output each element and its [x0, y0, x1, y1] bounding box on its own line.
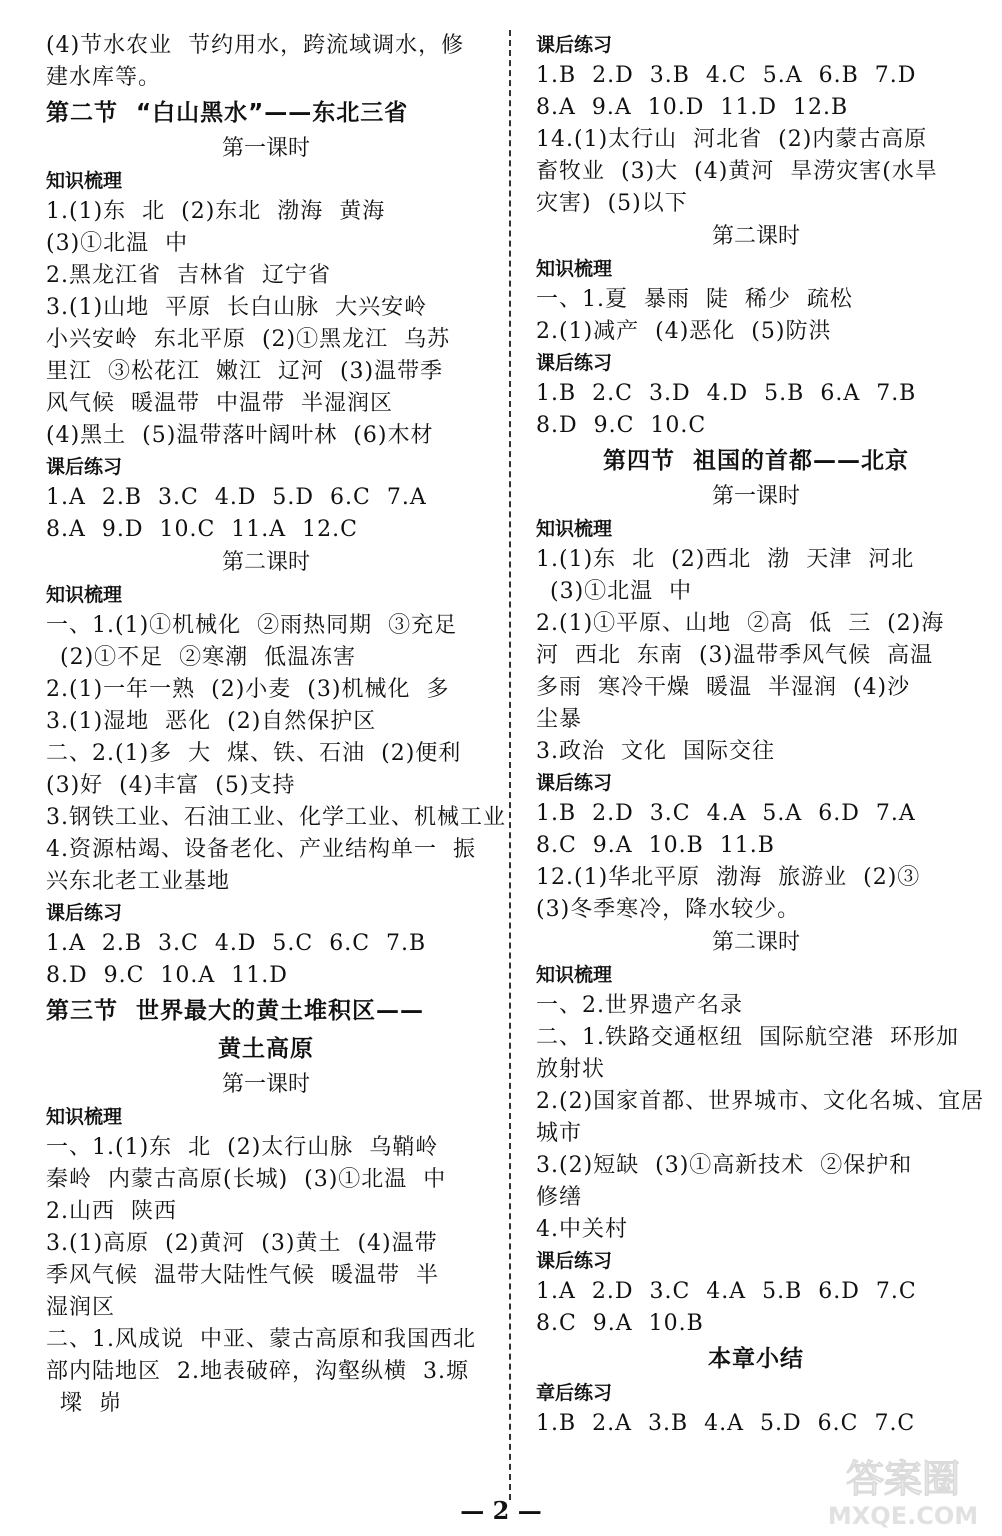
lesson-title: 第二课时 [711, 930, 800, 955]
answer-line: (2)①不足 ②寒潮 低温冻害 [60, 645, 357, 670]
answer-line: 多雨 寒冷干燥 暖温 半湿润 (4)沙 [536, 675, 911, 700]
answer-line: 2.黑龙江省 吉林省 辽宁省 [46, 263, 331, 288]
answer-line: (3)好 (4)丰富 (5)支持 [46, 773, 296, 798]
subsection-label: 课后练习 [46, 456, 123, 478]
answer-line: 二、1.铁路交通枢纽 国际航空港 环形加 [536, 1025, 959, 1050]
answer-line: 8.A 9.A 10.D 11.D 12.B [536, 95, 849, 120]
answer-line: 8.D 9.C 10.C [536, 413, 707, 438]
answer-line: 里江 ③松花江 嫩江 辽河 (3)温带季 [46, 359, 444, 384]
answer-line: 12.(1)华北平原 渤海 旅游业 (2)③ [536, 865, 921, 890]
lesson-title: 第一课时 [221, 1072, 310, 1097]
lesson-title: 第二课时 [221, 550, 310, 575]
subsection-label: 课后练习 [536, 1250, 613, 1272]
lesson-title: 第一课时 [221, 136, 310, 161]
answer-line: 3.政治 文化 国际交往 [536, 739, 775, 764]
answer-line: 1.B 2.D 3.C 4.A 5.A 6.D 7.A [536, 801, 916, 826]
answer-line: 畜牧业 (3)大 (4)黄河 旱涝灾害(水旱 [536, 159, 938, 184]
answer-line: 4.资源枯竭、设备老化、产业结构单一 振 [46, 837, 476, 862]
answer-line: 墚 峁 [60, 1391, 122, 1416]
section-title: 第四节 祖国的首都——北京 [602, 448, 909, 474]
answer-line: 部内陆地区 2.地表破碎，沟壑纵横 3.塬 [46, 1359, 469, 1384]
answer-line: 风气候 暖温带 中温带 半湿润区 [46, 391, 393, 416]
watermark-subtext: MXQE.COM [828, 1502, 978, 1530]
answer-line: 1.B 2.D 3.B 4.C 5.A 6.B 7.D [536, 63, 917, 88]
subsection-label: 课后练习 [536, 772, 613, 794]
answer-line: 湿润区 [46, 1295, 116, 1320]
answer-line: 8.A 9.D 10.C 11.A 12.C [46, 517, 358, 542]
section-title: 第三节 世界最大的黄土堆积区—— [46, 998, 425, 1024]
subsection-label: 课后练习 [536, 34, 613, 56]
section-title: 第二节 “白山黑水”——东北三省 [46, 100, 409, 126]
answer-line: 1.A 2.B 3.C 4.D 5.D 6.C 7.A [46, 485, 427, 510]
answer-line: 1.B 2.A 3.B 4.A 5.D 6.C 7.C [536, 1411, 916, 1436]
watermark-logo [828, 1450, 978, 1530]
answer-line: 3.(1)高原 (2)黄河 (3)黄土 (4)温带 [46, 1231, 438, 1256]
subsection-label: 知识梳理 [46, 170, 123, 192]
answer-line: 1.A 2.D 3.C 4.A 5.B 6.D 7.C [536, 1279, 917, 1304]
left-column [46, 30, 506, 1420]
answer-line: 一、1.夏 暴雨 陡 稀少 疏松 [536, 287, 853, 312]
answer-line: 季风气候 温带大陆性气候 暖温带 半 [46, 1263, 439, 1288]
lesson-title: 第一课时 [711, 484, 800, 509]
answer-line: 3.(1)山地 平原 长白山脉 大兴安岭 [46, 295, 428, 320]
subsection-label: 知识梳理 [536, 518, 613, 540]
answer-line: 4.中关村 [536, 1217, 628, 1242]
answer-line: 1.(1)东 北 (2)西北 渤 天津 河北 [536, 547, 915, 572]
answer-line: 3.钢铁工业、石油工业、化学工业、机械工业 [46, 805, 506, 830]
answer-line: 1.(1)东 北 (2)东北 渤海 黄海 [46, 199, 386, 224]
subsection-label: 知识梳理 [536, 964, 613, 986]
answer-line: (4)节水农业 节约用水，跨流域调水，修 [46, 33, 465, 58]
answer-line: 建水库等。 [46, 65, 162, 90]
answer-line: 8.C 9.A 10.B 11.B [536, 833, 775, 858]
answer-line: (4)黑土 (5)温带落叶阔叶林 (6)木材 [46, 423, 434, 448]
right-column [536, 30, 985, 1440]
answer-line: (3)冬季寒冷，降水较少。 [536, 897, 801, 922]
page-number: — 2 — [460, 1496, 542, 1525]
subsection-label: 课后练习 [46, 902, 123, 924]
answer-line: 灾害) (5)以下 [536, 191, 688, 216]
answer-line: (3)①北温 中 [46, 231, 189, 256]
answer-line: 放射状 [536, 1057, 606, 1082]
answer-line: 2.(2)国家首都、世界城市、文化名城、宜居 [536, 1089, 985, 1114]
answer-line: 2.(1)一年一熟 (2)小麦 (3)机械化 多 [46, 677, 450, 702]
answer-line: (3)①北温 中 [550, 579, 693, 604]
answer-line: 8.D 9.C 10.A 11.D [46, 963, 288, 988]
section-title: 黄土高原 [218, 1036, 314, 1062]
column-divider [509, 30, 511, 1500]
answer-line: 兴东北老工业基地 [46, 869, 231, 894]
answer-line: 8.C 9.A 10.B [536, 1311, 704, 1336]
answer-line: 一、2.世界遗产名录 [536, 993, 743, 1018]
section-title: 本章小结 [708, 1346, 804, 1372]
answer-line: 小兴安岭 东北平原 (2)①黑龙江 乌苏 [46, 327, 451, 352]
answer-line: 一、1.(1)①机械化 ②雨热同期 ③充足 [46, 613, 458, 638]
subsection-label: 章后练习 [536, 1382, 613, 1404]
answer-line: 2.(1)①平原、山地 ②高 低 三 (2)海 [536, 611, 945, 636]
answer-line: 秦岭 内蒙古高原(长城) (3)①北温 中 [46, 1167, 447, 1192]
answer-line: 14.(1)太行山 河北省 (2)内蒙古高原 [536, 127, 928, 152]
subsection-label: 知识梳理 [46, 1106, 123, 1128]
subsection-label: 知识梳理 [536, 258, 613, 280]
answer-line: 3.(2)短缺 (3)①高新技术 ②保护和 [536, 1153, 913, 1178]
watermark-text: 答案圈 [845, 1457, 961, 1501]
answer-line: 尘暴 [536, 707, 583, 732]
answer-line: 2.山西 陕西 [46, 1199, 177, 1224]
answer-line: 1.A 2.B 3.C 4.D 5.C 6.C 7.B [46, 931, 427, 956]
answer-line: 河 西北 东南 (3)温带季风气候 高温 [536, 643, 934, 668]
answer-line: 2.(1)减产 (4)恶化 (5)防洪 [536, 319, 832, 344]
lesson-title: 第二课时 [711, 224, 800, 249]
subsection-label: 知识梳理 [46, 584, 123, 606]
answer-line: 二、1.风成说 中亚、蒙古高原和我国西北 [46, 1327, 476, 1352]
subsection-label: 课后练习 [536, 352, 613, 374]
answer-line: 1.B 2.C 3.D 4.D 5.B 6.A 7.B [536, 381, 917, 406]
answer-line: 一、1.(1)东 北 (2)太行山脉 乌鞘岭 [46, 1135, 439, 1160]
answer-line: 二、2.(1)多 大 煤、铁、石油 (2)便利 [46, 741, 462, 766]
answer-line: 3.(1)湿地 恶化 (2)自然保护区 [46, 709, 377, 734]
answer-line: 城市 [536, 1121, 583, 1146]
answer-line: 修缮 [536, 1185, 583, 1210]
